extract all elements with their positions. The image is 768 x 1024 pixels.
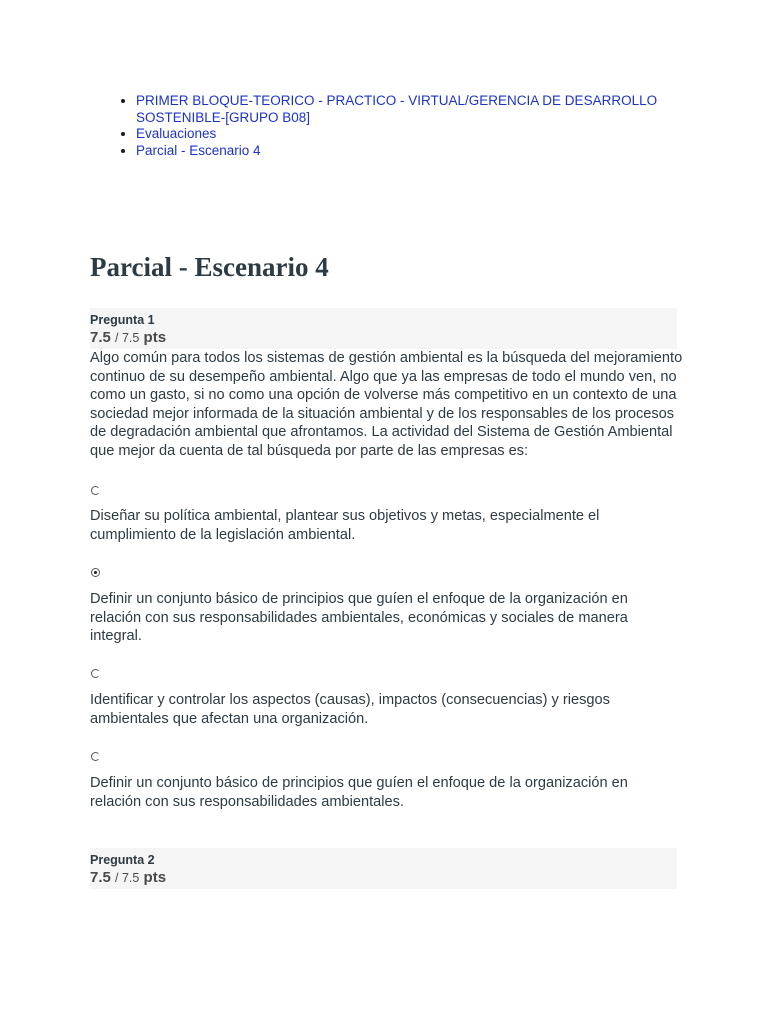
breadcrumb-item-parcial	[136, 143, 696, 160]
answer-1-text: Diseñar su política ambiental, plantear sus objetivos y metas, especialmente el cumplimiento de la legislación ambiental.	[90, 508, 600, 543]
breadcrumb-link-parcial[interactable]: Parcial - Escenario 4	[136, 142, 261, 158]
breadcrumb-link-evaluaciones[interactable]: Evaluaciones	[136, 126, 217, 141]
question-2-possible: / 7.5	[115, 871, 140, 885]
answer-3-radio[interactable]	[91, 669, 100, 678]
question-1-text: Algo común para todos los sistemas de gestión ambiental es la búsqueda del mejoramiento continuo de su desempeño ambiental. Algo que ya las empresas de todo el mundo ven, no como un gasto, si no como una opción de volverse más competitivo en un contexto de una sociedad mejor informada de la situación ambiental y de los responsables de los procesos de degradación ambiental que afrontamos. La actividad del Sistema de Gestión Ambiental que mejor da cuenta de tal búsqueda por parte de las empresas es:	[90, 350, 683, 459]
breadcrumb-item-evaluaciones	[136, 126, 696, 143]
answer-2-text: Definir un conjunto básico de principios que guíen el enfoque de la organización en relación con sus responsabilidades ambientales, económicas y sociales de manera integral.	[90, 591, 628, 645]
question-2-score: 7.5	[90, 869, 111, 886]
page-title: Parcial - Escenario 4	[90, 252, 329, 282]
question-1-points	[90, 327, 677, 349]
question-1-header	[90, 308, 677, 349]
question-1-label: Pregunta 1	[90, 313, 155, 327]
answer-2-radio[interactable]	[91, 568, 100, 577]
question-2-label: Pregunta 2	[90, 853, 155, 867]
breadcrumb-link-course[interactable]: PRIMER BLOQUE-TEORICO - PRACTICO - VIRTUAL/GERENCIA DE DESARROLLO SOSTENIBLE-[GRUPO B08]	[136, 93, 658, 125]
question-2-pts-label: pts	[143, 869, 167, 886]
question-1-pts-label: pts	[143, 329, 167, 346]
question-1-possible: / 7.5	[115, 331, 140, 345]
answer-3-text: Identificar y controlar los aspectos (causas), impactos (consecuencias) y riesgos ambientales que afectan una organización.	[90, 692, 610, 727]
answer-1-radio[interactable]	[91, 486, 100, 495]
answer-4-text: Definir un conjunto básico de principios que guíen el enfoque de la organización en relación con sus responsabilidades ambientales.	[90, 775, 628, 810]
question-2-points	[90, 867, 677, 889]
breadcrumb-item-course	[136, 93, 696, 126]
question-2-header	[90, 848, 677, 889]
question-1-score: 7.5	[90, 329, 111, 346]
breadcrumb	[90, 93, 696, 159]
answer-4-radio[interactable]	[91, 752, 100, 761]
